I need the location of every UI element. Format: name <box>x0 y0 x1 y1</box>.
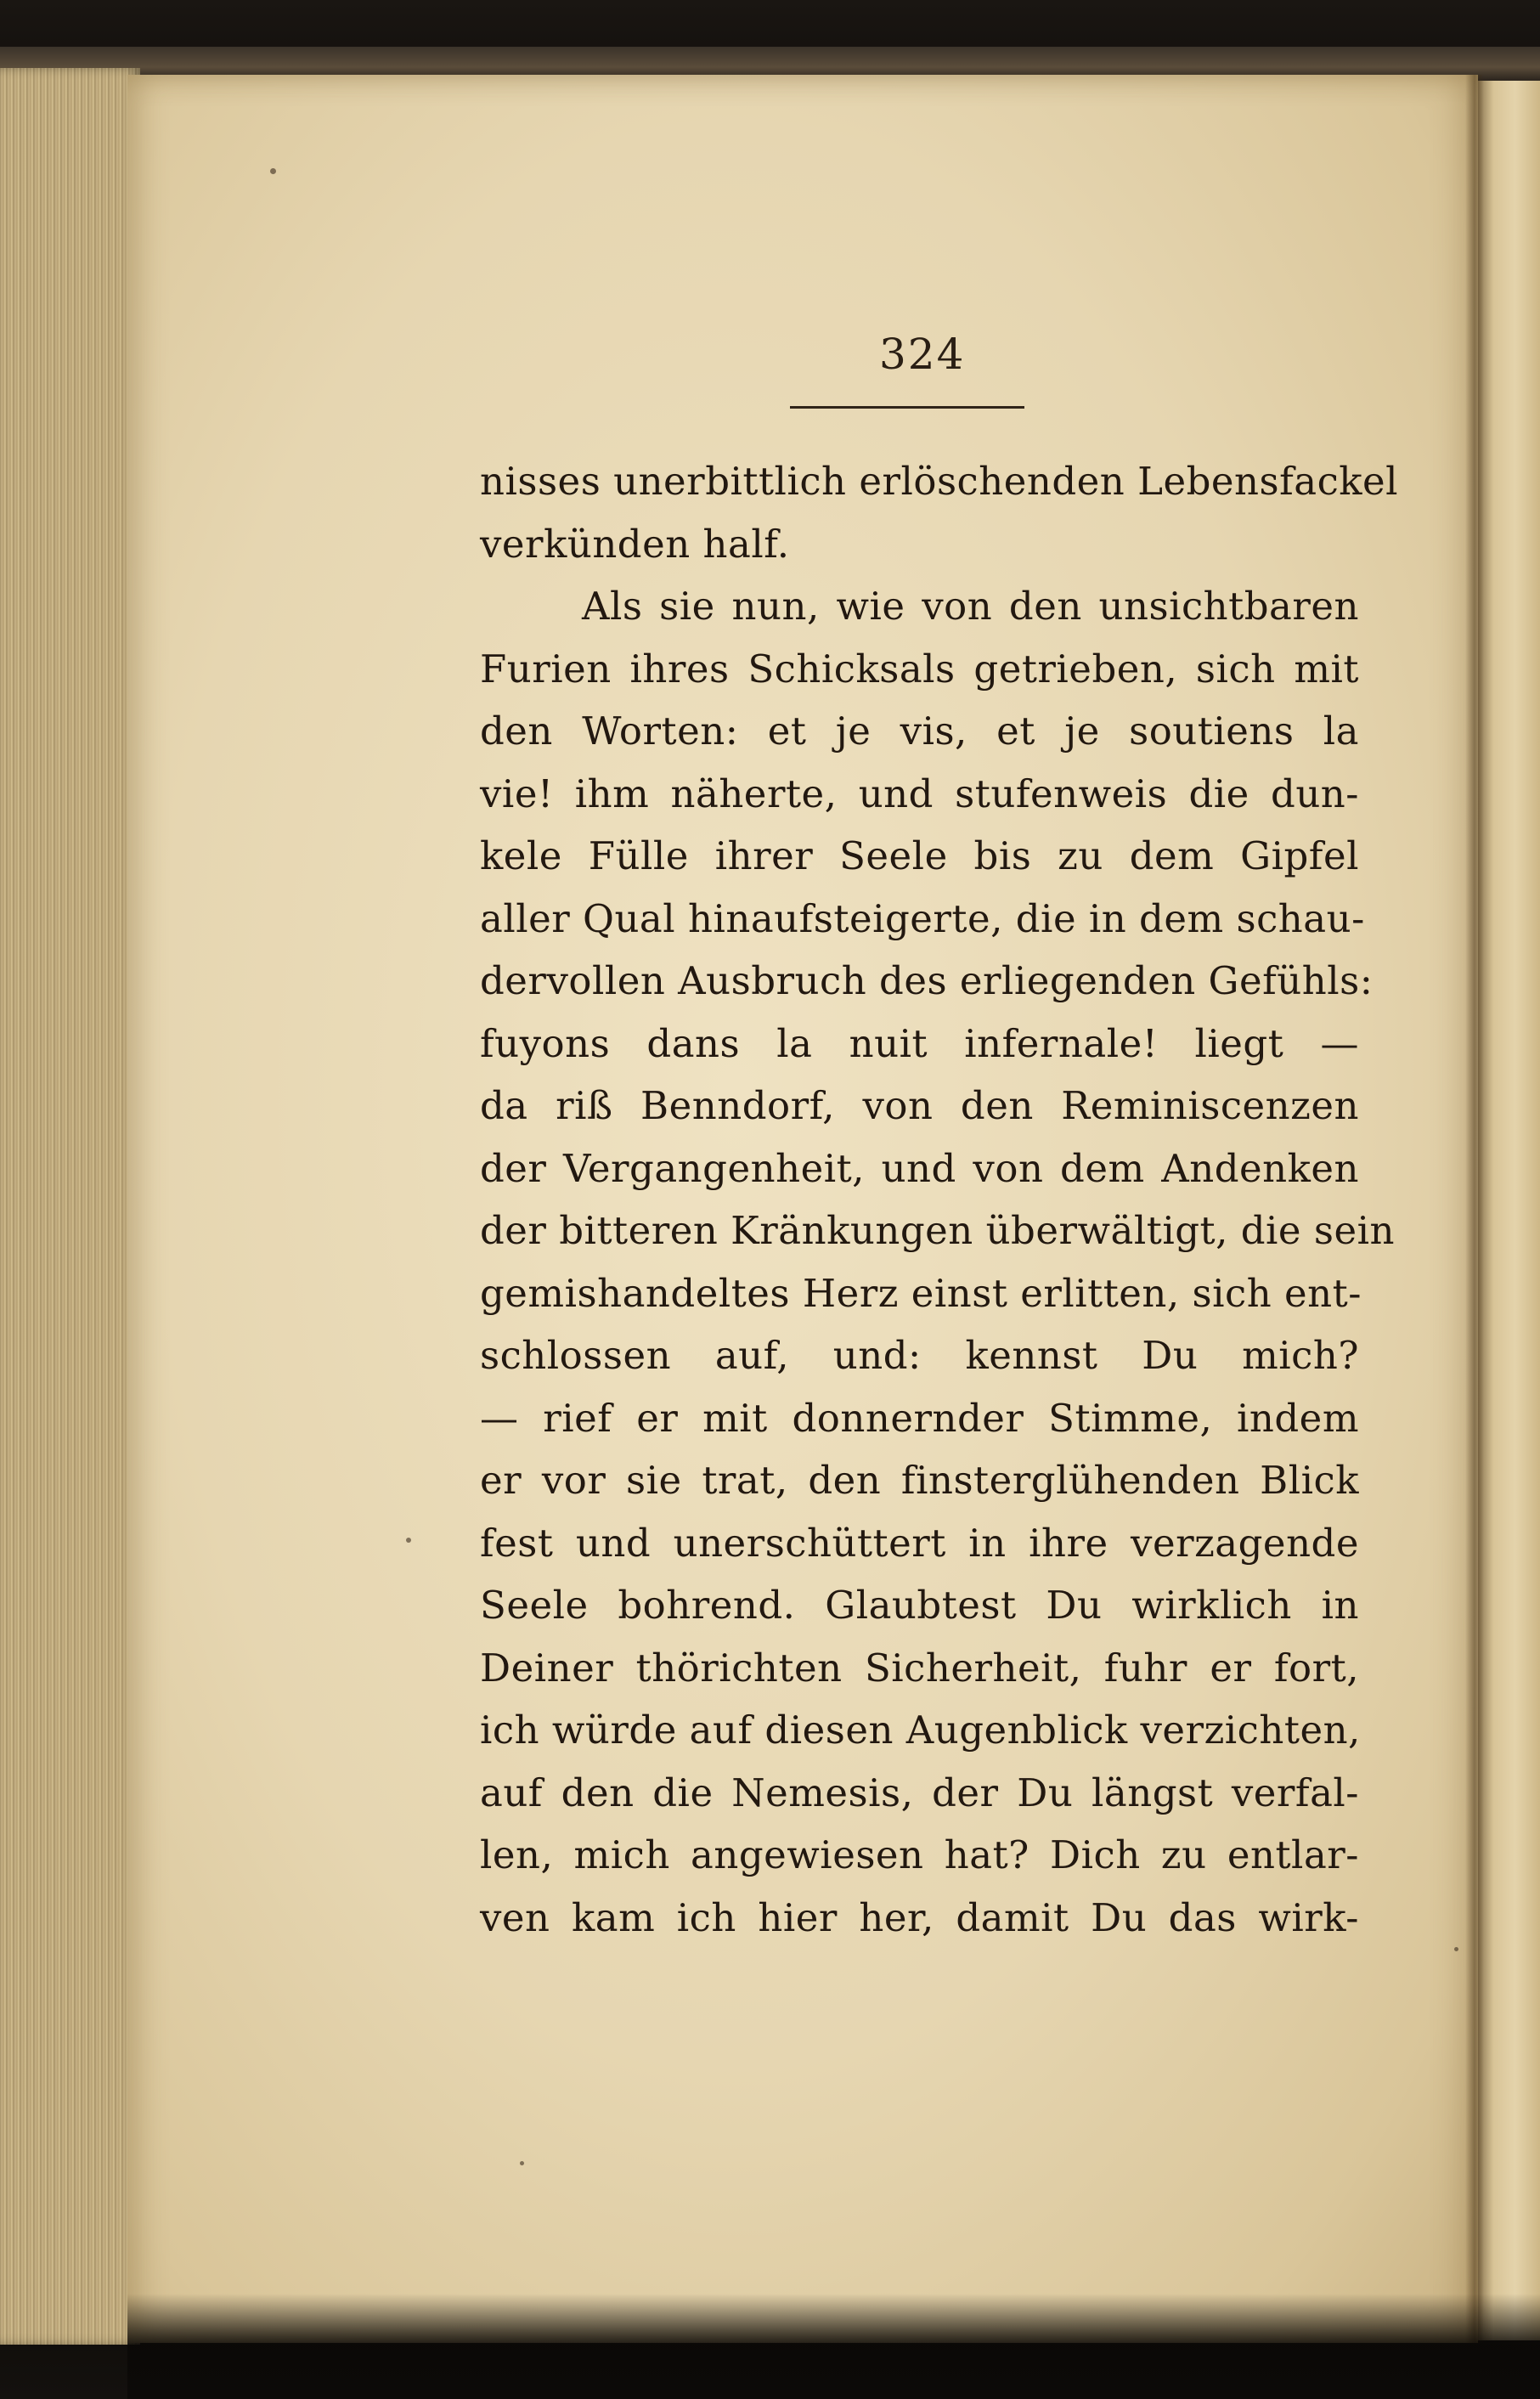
text-line: vie! ihm näherte, und stufenweis die dun- <box>480 771 1359 816</box>
text-line: aller Qual hinaufsteigerte, die in dem schau- <box>480 895 1365 941</box>
body-text <box>480 450 1399 1949</box>
facing-page-edge <box>1478 81 1540 2340</box>
text-line: ich würde auf diesen Augenblick verzichten, <box>480 1708 1361 1753</box>
text-line: Deiner thörichten Sicherheit, fuhr er fort, <box>480 1645 1359 1691</box>
text-line: verkünden half. <box>480 521 790 567</box>
text-line: nisses unerbittlich erlöschenden Lebensfackel <box>480 459 1399 504</box>
text-line: dervollen Ausbruch des erliegenden Gefühls: <box>480 958 1374 1003</box>
text-line: gemishandeltes Herz einst erlitten, sich ent- <box>480 1270 1362 1316</box>
bottom-shadow <box>127 2294 1540 2399</box>
paper-speck <box>270 168 276 174</box>
book-gutter <box>1465 75 1484 2343</box>
text-line: Furien ihres Schicksals getrieben, sich mit <box>480 646 1359 691</box>
text-line: der bitteren Kränkungen überwältigt, die sein <box>480 1208 1395 1253</box>
text-line: len, mich angewiesen hat? Dich zu entlar- <box>480 1832 1359 1877</box>
text-line: schlossen auf, und: kennst Du mich? <box>480 1333 1359 1378</box>
text-line: fuyons dans la nuit infernale! liegt — <box>480 1020 1359 1066</box>
paper-speck <box>406 1538 411 1543</box>
header-rule <box>790 406 1024 409</box>
text-line: er vor sie trat, den finsterglühenden Blick <box>480 1458 1359 1503</box>
text-line: den Worten: et je vis, et je soutiens la <box>480 708 1359 754</box>
text-line: Als sie nun, wie von den unsichtbaren <box>582 584 1359 629</box>
text-line: auf den die Nemesis, der Du längst verfal- <box>480 1770 1359 1815</box>
text-line: fest und unerschüttert in ihre verzagende <box>480 1520 1359 1566</box>
paper-speck <box>1454 1947 1458 1951</box>
text-line: kele Fülle ihrer Seele bis zu dem Gipfel <box>480 833 1359 878</box>
paper-speck <box>520 2161 524 2165</box>
text-line: da riß Benndorf, von den Reminiscenzen <box>480 1083 1359 1128</box>
page-block-edges <box>0 68 140 2345</box>
page-number: 324 <box>879 330 966 379</box>
text-line: der Vergangenheit, und von dem Andenken <box>480 1145 1359 1191</box>
text-line: — rief er mit donnernder Stimme, indem <box>480 1395 1359 1441</box>
text-line: ven kam ich hier her, damit Du das wirk- <box>480 1894 1359 1940</box>
text-line: Seele bohrend. Glaubtest Du wirklich in <box>480 1583 1359 1628</box>
